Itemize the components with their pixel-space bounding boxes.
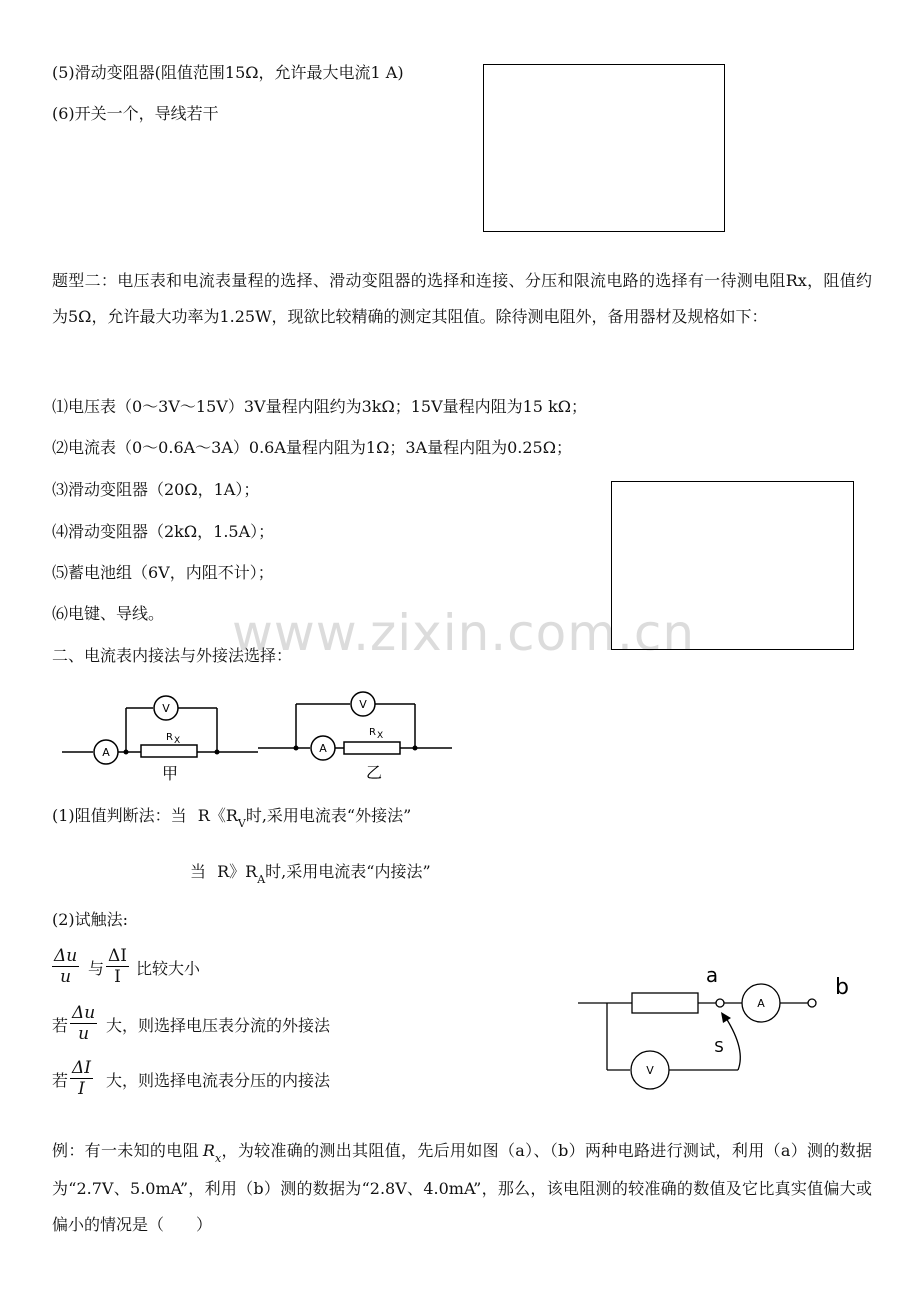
- equipment-item-6: (6)开关一个，导线若干: [52, 104, 219, 123]
- type2-item-2: ⑵电流表（0～0.6A～3A）0.6A量程内阻为1Ω；3A量程内阻为0.25Ω；: [52, 438, 572, 457]
- type2-item-5: ⑸蓄电池组（6V，内阻不计）；: [52, 563, 274, 582]
- ammeter-label: A: [102, 746, 110, 759]
- fraction-numerator: Δu: [72, 1003, 96, 1023]
- fraction-numerator: ΔI: [108, 946, 127, 966]
- fraction-denominator: I: [78, 1079, 85, 1099]
- rule-2-text: 时,采用电流表“内接法”: [265, 862, 431, 881]
- example-prefix: 例：有一未知的电阻: [52, 1141, 199, 1160]
- case-2-if: 若: [52, 1071, 69, 1090]
- rule-1-sub: V: [237, 817, 246, 830]
- caption-jia: 甲: [161, 764, 179, 783]
- case-2-text: 大，则选择电流表分压的内接法: [106, 1071, 331, 1090]
- trial-heading: (2)试触法:: [52, 910, 129, 929]
- watermark: www.zixin.com.cn: [232, 604, 696, 662]
- resistor-label: R: [369, 727, 376, 738]
- type2-item-3: ⑶滑动变阻器（20Ω，1A）；: [52, 480, 260, 499]
- fraction-denominator: u: [78, 1024, 90, 1044]
- resistor-label-sub: X: [174, 736, 181, 746]
- terminal-a-label: a: [705, 963, 719, 987]
- type2-item-6: ⑹电键、导线。: [52, 604, 165, 623]
- fraction-numerator: Δu: [54, 946, 78, 966]
- rule-2-prefix: 当: [190, 862, 207, 881]
- resistor-label: R: [166, 732, 173, 743]
- equipment-item-5: (5)滑动变阻器(阻值范围15Ω，允许最大电流1 A): [52, 63, 404, 82]
- type2-item-4: ⑷滑动变阻器（2kΩ，1.5A）；: [52, 522, 275, 541]
- rule-1-prefix: (1)阻值判断法：当: [52, 806, 187, 825]
- ammeter-label: A: [319, 742, 327, 755]
- terminal-b-label: b: [835, 975, 849, 1000]
- example-paragraph: [52, 1133, 872, 1243]
- rule-2-cond: R》R: [217, 862, 258, 881]
- example-var-sub: x: [214, 1152, 222, 1165]
- caption-yi: 乙: [365, 763, 383, 782]
- example-text: ，为较准确的测出其阻值，先后用如图（a）、（b）两种电路进行测试，利用（a）测的数据为“2.7V、5.0mA”，利用（b）测的数据为“2.8V、4.0mA”，那么，该电阻测的较准确的数值及它比真实值偏大或偏小的情况是（ ）: [52, 1141, 872, 1234]
- fraction-numerator: ΔI: [72, 1058, 91, 1078]
- example-var: R: [202, 1141, 215, 1160]
- rule-2-sub: A: [257, 873, 266, 886]
- voltmeter-label: V: [162, 702, 170, 715]
- voltmeter-label: V: [359, 698, 367, 711]
- section2-heading: 二、电流表内接法与外接法选择：: [52, 646, 293, 665]
- fraction-denominator: u: [60, 967, 72, 987]
- rule-1-text: 时,采用电流表“外接法”: [245, 806, 412, 825]
- switch-arrow-icon: [721, 1012, 731, 1023]
- voltmeter-label: V: [646, 1064, 654, 1077]
- ammeter-label: A: [757, 997, 765, 1010]
- type2-intro: 题型二：电压表和电流表量程的选择、滑动变阻器的选择和连接、分压和限流电路的选择有一待测电阻Rx，阻值约为5Ω，允许最大功率为1.25W，现欲比较精确的测定其阻值。除待测电阻外，备用器材及规格如下：: [52, 271, 872, 326]
- type2-item-1: ⑴电压表（0～3V～15V）3V量程内阻约为3kΩ；15V量程内阻为15 kΩ；: [52, 397, 588, 416]
- resistor-label-sub: X: [377, 731, 384, 741]
- rule-1-cond: R《R: [197, 806, 238, 825]
- switch-label: S: [714, 1038, 724, 1056]
- case-1-text: 大，则选择电压表分流的外接法: [106, 1016, 331, 1035]
- fraction-denominator: I: [114, 967, 121, 987]
- compare-text: 比较大小: [136, 959, 201, 978]
- compare-join: 与: [88, 959, 105, 978]
- case-1-if: 若: [52, 1016, 69, 1035]
